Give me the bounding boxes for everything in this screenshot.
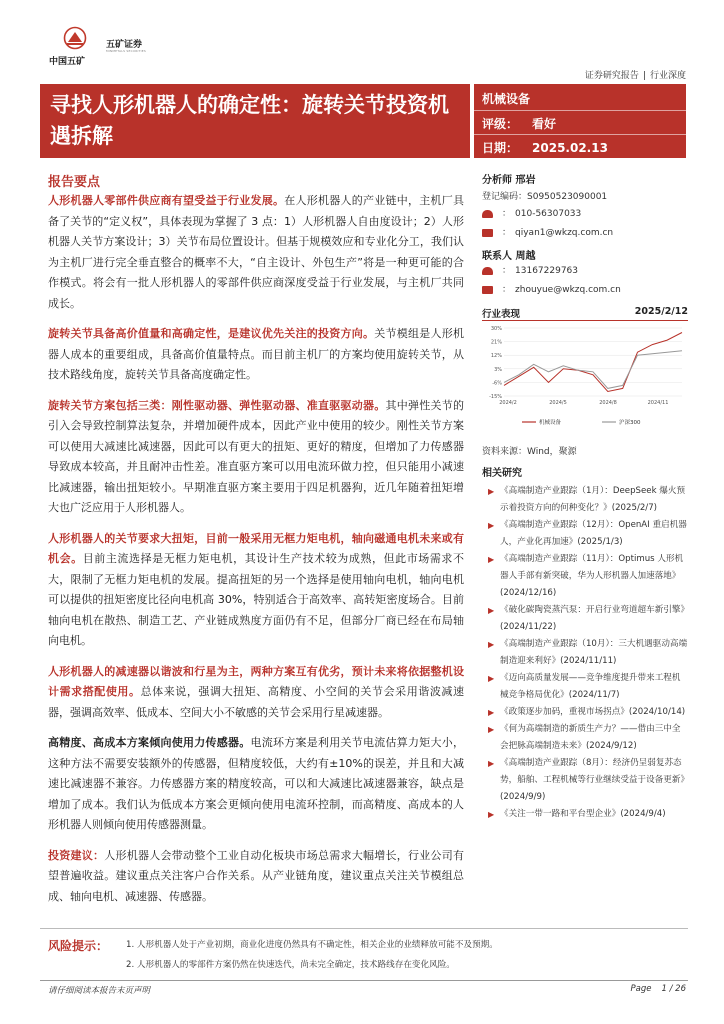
- related-item[interactable]: [488, 517, 688, 551]
- summary-paragraph: [48, 662, 464, 724]
- date-row: [482, 139, 608, 156]
- legend-label: 机械设备: [539, 420, 562, 426]
- bullet-icon: ▶: [488, 725, 495, 734]
- y-tick-label: 21%: [490, 339, 502, 346]
- industry-performance-chart: [482, 322, 688, 432]
- page-indicator: [631, 984, 686, 994]
- associate-analyst: 联系人 周越: [482, 251, 536, 262]
- paragraph-text: 人形机器人会带动整个工业自动化板块市场总需求大幅增长，行业公司有望普遍收益。建议重点关注客户合作关系。从产业链角度，建议重点关注关节模组总成、轴向电机、减速器、传感器。: [48, 848, 464, 903]
- separator: |: [642, 71, 646, 81]
- lead-email[interactable]: qiyan1@wkzq.com.cn: [515, 228, 614, 238]
- summary-paragraph: [48, 733, 464, 836]
- report-type-line: [585, 68, 686, 81]
- assoc-email-row: [482, 281, 688, 300]
- x-tick-label: 2024/11: [647, 400, 669, 406]
- related-item-text: 《迈向高质量发展——竞争维度提升带来工程机械竞争格局优化》(2024/11/7): [500, 673, 681, 700]
- date-label: 日期：: [482, 141, 519, 155]
- x-tick-label: 2024/2: [499, 400, 517, 406]
- page-label: Page: [630, 984, 652, 994]
- summary-paragraph: [48, 396, 464, 519]
- related-item[interactable]: [488, 704, 688, 721]
- company-logo: [48, 24, 158, 72]
- related-item-text: 《破化碳陶瓷蒸汽泵：开启行业弯道超车新引擎》(2024/11/22): [500, 605, 685, 632]
- footer-disclaimer[interactable]: 请仔细阅读本报告末页声明: [48, 986, 151, 996]
- related-heading: 相关研究: [482, 468, 522, 479]
- y-tick-label: -15%: [489, 394, 502, 400]
- chart-title: 行业表现: [482, 309, 521, 320]
- paragraph-text: 关节模组是人形机器人成本的重要组成，具备高价值量特点。而目前主机厂的方案均使用旋转关节，从技术路线角度，旋转关节具备高度确定性。: [48, 327, 464, 381]
- related-item[interactable]: [488, 755, 688, 806]
- colon: ：: [502, 285, 512, 295]
- colon: ：: [502, 209, 512, 219]
- info-divider: [474, 110, 686, 111]
- summary-paragraph: [48, 324, 464, 386]
- bullet-icon: ▶: [488, 708, 495, 717]
- x-tick-label: 2024/8: [599, 400, 617, 406]
- related-list: [488, 483, 688, 823]
- paragraph-highlight: 人形机器人的关节要求大扭矩，目前一般采用无框力矩电机，轴向磁通电机未来或有机会。: [48, 531, 464, 565]
- chart-date: 2025/2/12: [634, 306, 688, 317]
- colon: ：: [502, 266, 512, 276]
- summary-paragraph: [48, 191, 464, 314]
- related-item[interactable]: [488, 483, 688, 517]
- bullet-icon: ▶: [488, 640, 495, 649]
- summary-paragraph: [48, 529, 464, 652]
- email-icon: [482, 286, 493, 294]
- chart-source: 资料来源：Wind，聚源: [482, 447, 577, 457]
- paragraph-bold: 高精度、高成本方案倾向使用力传感器。: [48, 736, 251, 749]
- chart-header: [482, 306, 688, 320]
- paragraph-text: 其中弹性关节的引入会导致控制算法复杂，并增加硬件成本，因此产业中使用的较少。刚性关节方案可以使用大减速比减速器，因此可以有更大的扭矩、更好的精度，但增加了力传感器导致成本较高，并且耐冲击性差。准直驱方案可以用电流环做力控，但只能用小减速比减速器，输出扭矩较小。早期准直驱方案主要用于四足机器狗，近几年随着扭矩增大也广泛应用于人形机器人。: [48, 398, 464, 514]
- logo-broker-english: MINMETALS SECURITIES: [106, 49, 146, 53]
- paragraph-text: 总体来说，强调大扭矩、高精度、小空间的关节会采用谐波减速器，强调高效率、低成本、空间大小不敏感的关节会采用行星减速器。: [48, 685, 465, 719]
- email-icon: [482, 229, 493, 237]
- related-item-text: 《高端制造产业跟踪（1月）：DeepSeek 爆火预示着投资方向的何种变化？》(2025/2/7): [500, 486, 686, 513]
- related-item-text: 《高端制造产业跟踪（8月）：经济仍呈弱复苏态势，船舶、工程机械等行业继续受益于设备更新》(2024/9/9): [500, 758, 685, 802]
- risk-item: 1. 人形机器人处于产业初期，商业化进度仍然具有不确定性，相关企业的业绩释放可能不及预期。: [126, 940, 498, 950]
- legend-label: 沪深300: [619, 420, 641, 426]
- related-item-text: 《关注一带一路和平台型企业》(2024/9/4): [500, 809, 666, 819]
- related-item[interactable]: [488, 806, 688, 823]
- colon: ：: [502, 228, 512, 238]
- lead-phone-row: [482, 205, 688, 224]
- x-tick-label: 2024/5: [549, 400, 567, 406]
- paragraph-highlight: 人形机器人零部件供应商有望受益于行业发展。: [48, 194, 285, 207]
- related-item-text: 《高端制造产业跟踪（10月）：三大机遇驱动高端制造迎来利好》(2024/11/11): [500, 639, 688, 666]
- rating-row: [482, 115, 556, 132]
- paragraph-highlight: 人形机器人的减速器以谐波和行星为主，两种方案互有优劣，预计未来将依据整机设计需求搭配使用。: [48, 664, 464, 698]
- bullet-icon: ▶: [488, 487, 495, 496]
- bullet-icon: ▶: [488, 521, 495, 530]
- bullet-icon: ▶: [488, 759, 495, 768]
- lead-phone: 010-56307033: [515, 209, 582, 219]
- summary-heading: 报告要点: [48, 175, 101, 190]
- bullet-icon: ▶: [488, 555, 495, 564]
- analyst-panel: [482, 171, 688, 300]
- risk-item: 2. 人形机器人的零部件方案仍然在快速迭代，尚未完全确定，技术路线存在变化风险。: [126, 960, 455, 970]
- y-tick-label: -6%: [492, 380, 502, 387]
- footer-divider: [40, 980, 688, 981]
- related-item-text: 《高端制造产业跟踪（12月）：OpenAI 重启机器人，产业化再加速》(2025/1/3): [500, 520, 687, 547]
- date-value: 2025.02.13: [532, 141, 608, 155]
- logo-parent-name: 中国五矿: [49, 57, 86, 67]
- paragraph-text: 在人形机器人的产业链中，主机厂具备了关节的“定义权”，具体表现为掌握了 3 点：1）人形机器人自由度设计；2）人形机器人关节方案设计；3）关节布局位置设计。但基于规模效应和专业化分工，我们认为主机厂进行完全垂直整合的概率不大，“自主设计、外包生产”将是一种更可能的合作模式。将会有一批人形机器人的零部件供应商深度受益于行业发展，与主机厂共同成长。: [48, 194, 464, 310]
- related-item-text: 《何为高端制造的新质生产力？——借由三中全会把脉高端制造未来》(2024/9/12): [500, 724, 681, 751]
- related-item[interactable]: [488, 670, 688, 704]
- y-tick-label: 3%: [494, 366, 502, 373]
- info-divider: [474, 134, 686, 135]
- lead-cert: 登记编码：S0950523090001: [482, 192, 608, 202]
- paragraph-highlight: 投资建议：: [48, 848, 105, 862]
- assoc-phone-row: [482, 262, 688, 281]
- report-type: 证券研究报告: [584, 71, 639, 81]
- lead-email-row: [482, 224, 688, 243]
- bullet-icon: ▶: [488, 606, 495, 615]
- chart-rule: [482, 320, 688, 321]
- assoc-phone: 13167229763: [515, 266, 579, 276]
- minmetals-logo-icon: [62, 26, 88, 50]
- page-number: 1 / 26: [661, 984, 686, 994]
- report-category: 行业深度: [649, 71, 686, 81]
- related-item[interactable]: [488, 636, 688, 670]
- summary-paragraph: [48, 846, 464, 908]
- title-banner: [40, 84, 470, 158]
- report-title: 寻找人形机器人的确定性：旋转关节投资机遇拆解: [50, 93, 449, 148]
- y-tick-label: 12%: [490, 353, 502, 360]
- bullet-icon: ▶: [488, 810, 495, 819]
- rating-value: 看好: [532, 117, 557, 131]
- related-item[interactable]: [488, 721, 688, 755]
- paragraph-highlight: 旋转关节方案包括三类：刚性驱动器、弹性驱动器、准直驱驱动器。: [48, 398, 386, 412]
- paragraph-highlight: 旋转关节具备高价值量和高确定性，是建议优先关注的投资方向。: [48, 327, 375, 340]
- risk-divider: [40, 928, 688, 929]
- related-item[interactable]: [488, 602, 688, 636]
- y-tick-label: 30%: [490, 326, 502, 332]
- related-item-text: 《政策逐步加码，重视市场拐点》(2024/10/14): [500, 707, 686, 717]
- related-item-text: 《高端制造产业跟踪（11月）：Optimus 人形机器人手部有新突破，华为人形机器人加速落地》(2024/12/16): [500, 554, 684, 598]
- industry-name: 机械设备: [482, 92, 531, 106]
- summary-body: [48, 191, 464, 917]
- phone-icon: [482, 210, 493, 218]
- info-panel: [474, 84, 686, 158]
- assoc-email[interactable]: zhouyue@wkzq.com.cn: [515, 285, 621, 295]
- rating-label: 评级：: [482, 117, 519, 131]
- paragraph-text: 目前主流选择是无框力矩电机，其设计生产技术较为成熟，但此市场需求不大，限制了无框力矩电机的发展。提高扭矩的另一个选择是使用轴向电机，轴向电机可以提供的扭矩密度比径向电机高 30%，特别适合于高效率、高转矩密度场合。目前轴向电机在散热、制造工艺、产业链成熟度方面仍有不足，但部分厂商已经在布局轴向电机。: [48, 552, 465, 647]
- logo-broker-name: 五矿证券: [106, 40, 143, 50]
- phone-icon: [482, 267, 493, 275]
- paragraph-text: 电流环方案是利用关节电流估算力矩大小，这种方法不需要安装额外的传感器，但精度较低，大约有±10%的误差，并且和大减速比减速器不兼容。力传感器方案的精度较高，可以和大减速比减速器兼容，缺点是增加了成本。我们认为低成本方案会更倾向使用电流环控制，而高精度、高成本的人形机器人则倾向使用传感器测量。: [48, 736, 464, 831]
- bullet-icon: ▶: [488, 674, 495, 683]
- risk-title: 风险提示：: [48, 939, 109, 953]
- related-item[interactable]: [488, 551, 688, 602]
- lead-analyst: 分析师 邢岩: [482, 175, 536, 186]
